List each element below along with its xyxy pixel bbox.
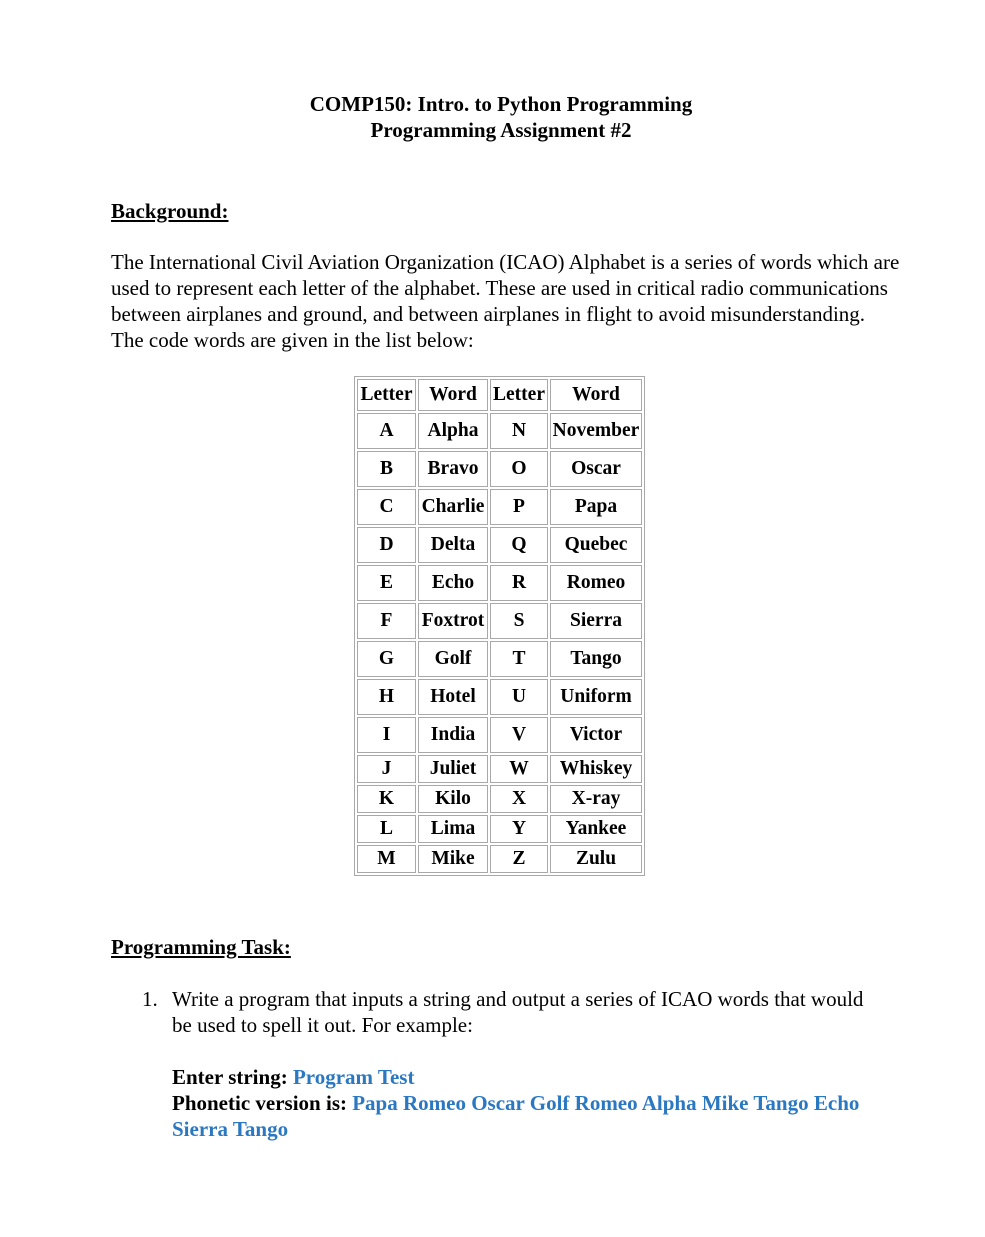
word-cell-2: Romeo: [550, 565, 642, 601]
example-output-value: Papa Romeo Oscar Golf Romeo Alpha Mike Tango Echo Sierra Tango: [172, 1091, 860, 1141]
table-row: [357, 565, 642, 601]
word-cell: Mike: [418, 845, 488, 873]
table-row: [357, 717, 642, 753]
word-cell-2: Sierra: [550, 603, 642, 639]
example-block: [172, 1064, 882, 1142]
word-cell: Juliet: [418, 755, 488, 783]
header-letter-2: Letter: [490, 379, 548, 411]
word-cell-2: Oscar: [550, 451, 642, 487]
letter-cell-2: Q: [490, 527, 548, 563]
word-cell: Bravo: [418, 451, 488, 487]
table-row: [357, 785, 642, 813]
word-cell-2: Papa: [550, 489, 642, 525]
task-item-number: 1.: [142, 987, 158, 1011]
word-cell: Golf: [418, 641, 488, 677]
letter-cell: F: [357, 603, 416, 639]
letter-cell: G: [357, 641, 416, 677]
icao-alphabet-table: [354, 376, 645, 876]
letter-cell: L: [357, 815, 416, 843]
letter-cell-2: T: [490, 641, 548, 677]
letter-cell: C: [357, 489, 416, 525]
word-cell: Delta: [418, 527, 488, 563]
programming-task-heading: Programming Task:: [111, 935, 291, 959]
header-word: Word: [418, 379, 488, 411]
example-output-label: Phonetic version is:: [172, 1091, 347, 1115]
word-cell: Foxtrot: [418, 603, 488, 639]
word-cell-2: Victor: [550, 717, 642, 753]
letter-cell: D: [357, 527, 416, 563]
table-row: [357, 527, 642, 563]
word-cell: Charlie: [418, 489, 488, 525]
letter-cell: I: [357, 717, 416, 753]
letter-cell-2: N: [490, 413, 548, 449]
example-input-line: [172, 1064, 882, 1090]
letter-cell: H: [357, 679, 416, 715]
letter-cell-2: U: [490, 679, 548, 715]
letter-cell: B: [357, 451, 416, 487]
letter-cell-2: Y: [490, 815, 548, 843]
table-row: [357, 815, 642, 843]
letter-cell: E: [357, 565, 416, 601]
table-row: [357, 845, 642, 873]
example-input-value: Program Test: [292, 1065, 415, 1089]
word-cell-2: Tango: [550, 641, 642, 677]
table-header-row: [357, 379, 642, 411]
word-cell: Hotel: [418, 679, 488, 715]
title-assignment: Programming Assignment #2: [370, 118, 632, 142]
title-course: COMP150: Intro. to Python Programming: [309, 92, 693, 116]
letter-cell-2: P: [490, 489, 548, 525]
table-row: [357, 413, 642, 449]
task-item-text: Write a program that inputs a string and output a series of ICAO words that would be used to spell it out. For example:: [172, 987, 864, 1037]
word-cell: Echo: [418, 565, 488, 601]
background-paragraph: The International Civil Aviation Organization (ICAO) Alphabet is a series of words which are used to represent each letter of the alphabet. These are used in critical radio communications between airplanes and ground, and between airplanes in flight to avoid misunderstanding. The code words are given in the list below:: [111, 250, 900, 352]
letter-cell-2: O: [490, 451, 548, 487]
word-cell-2: X-ray: [550, 785, 642, 813]
word-cell: Alpha: [418, 413, 488, 449]
table-row: [357, 603, 642, 639]
letter-cell: J: [357, 755, 416, 783]
table-row: [357, 641, 642, 677]
word-cell-2: Whiskey: [550, 755, 642, 783]
word-cell: India: [418, 717, 488, 753]
table-row: [357, 679, 642, 715]
word-cell-2: Quebec: [550, 527, 642, 563]
table-row: [357, 451, 642, 487]
letter-cell: K: [357, 785, 416, 813]
letter-cell: M: [357, 845, 416, 873]
table-row: [357, 489, 642, 525]
document-title: [0, 91, 985, 143]
example-input-label: Enter string:: [172, 1065, 288, 1089]
table-body: [357, 413, 642, 873]
letter-cell-2: Z: [490, 845, 548, 873]
background-heading: Background:: [111, 199, 229, 223]
header-letter: Letter: [357, 379, 416, 411]
letter-cell-2: X: [490, 785, 548, 813]
letter-cell-2: V: [490, 717, 548, 753]
word-cell: Kilo: [418, 785, 488, 813]
task-list: [142, 986, 882, 1142]
letter-cell-2: W: [490, 755, 548, 783]
word-cell-2: Yankee: [550, 815, 642, 843]
header-word-2: Word: [550, 379, 642, 411]
letter-cell: A: [357, 413, 416, 449]
table-row: [357, 755, 642, 783]
word-cell-2: November: [550, 413, 642, 449]
letter-cell-2: S: [490, 603, 548, 639]
letter-cell-2: R: [490, 565, 548, 601]
word-cell: Lima: [418, 815, 488, 843]
word-cell-2: Zulu: [550, 845, 642, 873]
example-output-line: [172, 1090, 882, 1142]
word-cell-2: Uniform: [550, 679, 642, 715]
